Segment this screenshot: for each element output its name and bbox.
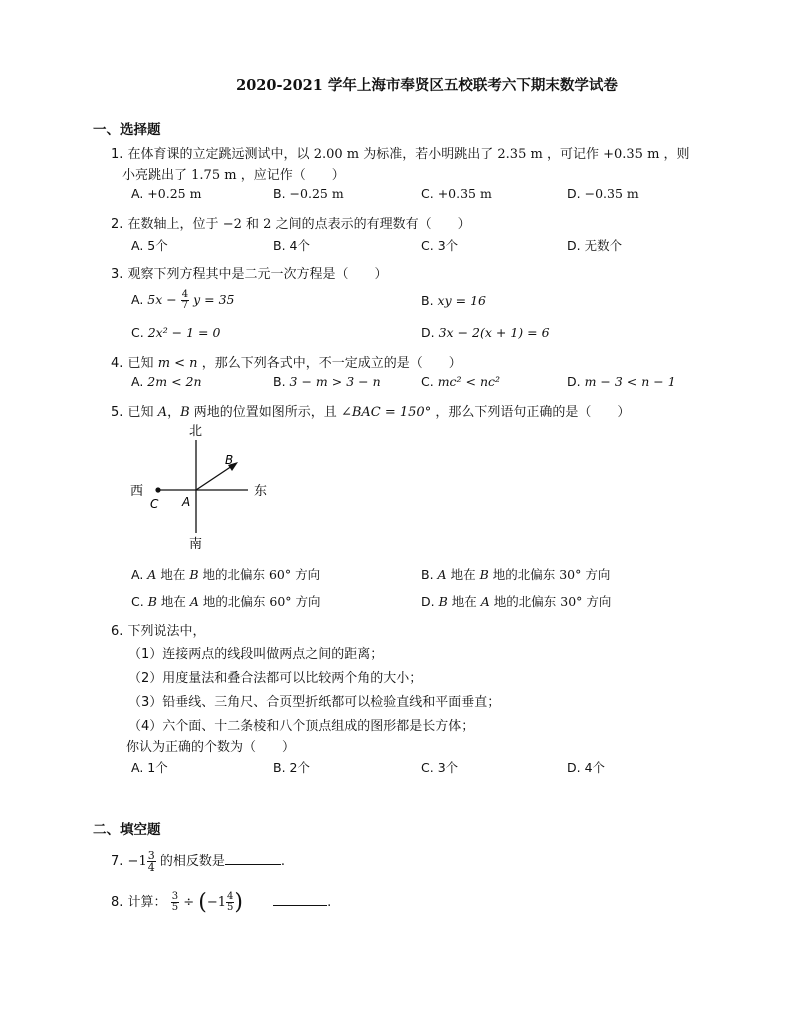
q7-fraction [147, 850, 156, 873]
option-text-tail: 地的北偏东 [493, 594, 557, 609]
q6-option-d[interactable] [567, 758, 605, 776]
option-text: +0.35 m [437, 186, 492, 201]
label-south: 南 [189, 537, 203, 552]
option-label: D. [567, 374, 581, 389]
fraction-denominator: 5 [171, 902, 179, 913]
q4-text-a: 4. 已知 [111, 356, 154, 371]
option-text-mid: 地在 [160, 594, 186, 609]
option-label: B. [273, 238, 286, 253]
option-text: 3个 [437, 760, 459, 775]
q3-option-a[interactable] [131, 290, 234, 311]
q6-option-a[interactable] [131, 758, 168, 776]
option-label: D. [567, 238, 581, 253]
q4-condition: m < n [157, 356, 198, 371]
q5-option-b[interactable] [421, 565, 610, 583]
question-6-stem: 6. 下列说法中， [111, 624, 206, 639]
option-text: 1个 [147, 760, 168, 775]
q2-value-right: 2 [263, 217, 272, 232]
q1-text-b: 为标准，若小明跳出了 [363, 147, 494, 162]
option-text: −0.25 m [289, 186, 344, 201]
option-label: D. [567, 186, 581, 201]
q6-ask: 你认为正确的个数为（ ） [126, 740, 296, 755]
fraction [181, 290, 189, 311]
right-paren: ) [234, 890, 243, 915]
q2-text-b: 和 [246, 217, 260, 232]
q2-text-a: 2. 在数轴上，位于 [111, 217, 219, 232]
option-point-1: A [437, 567, 447, 582]
q2-option-d[interactable] [567, 236, 622, 254]
question-1-stem-line2 [122, 164, 345, 183]
q8-fraction-a [171, 892, 179, 913]
option-text-end: 方向 [585, 567, 611, 582]
q7-whole: −1 [127, 854, 147, 869]
option-text: 2m < 2n [147, 374, 202, 389]
q2-option-b[interactable] [273, 236, 310, 254]
q7-number: 7. [111, 854, 124, 869]
q1-option-b[interactable] [273, 186, 344, 201]
option-text-tail: 地的北偏东 [202, 567, 265, 582]
option-text-end: 方向 [295, 567, 321, 582]
option-label: A. [131, 238, 144, 253]
option-label: D. [421, 594, 435, 609]
option-text: 3个 [437, 238, 459, 253]
fraction-numerator: 4 [227, 891, 234, 902]
q5-text-a: 5. 已知 [111, 405, 154, 420]
q6-statement-2: （2）用度量法和叠合法都可以比较两个角的大小； [128, 671, 423, 686]
q6-statement-1: （1）连接两点的线段叫做两点之间的距离； [128, 647, 384, 662]
fraction-numerator: 3 [171, 891, 179, 902]
q1-text-f: ，应记作（ ） [240, 168, 345, 183]
option-text: 5个 [147, 238, 168, 253]
option-label: C. [131, 594, 144, 609]
option-degree: 60° [268, 567, 292, 582]
left-paren: ( [198, 890, 207, 915]
label-west: 西 [130, 484, 144, 499]
option-text: +0.25 m [147, 186, 202, 201]
q1-value-ming: 2.35 m [497, 147, 543, 162]
point-c-dot [155, 487, 160, 492]
q7-period: . [280, 854, 286, 869]
q5-point-b: B [180, 405, 190, 420]
label-east: 东 [254, 484, 268, 499]
option-degree: 30° [559, 567, 582, 582]
q5-text-c: 两地的位置如图所示，且 [193, 405, 337, 420]
option-label: C. [131, 325, 144, 340]
question-1-stem [111, 143, 690, 162]
option-degree: 30° [560, 594, 583, 609]
q5-point-a: A [157, 405, 168, 420]
q2-option-c[interactable] [421, 236, 458, 254]
q1-option-a[interactable] [131, 186, 201, 201]
q3-option-c[interactable] [131, 325, 220, 340]
q8-period: . [327, 895, 332, 910]
option-point-1: B [438, 594, 448, 609]
label-point-a: A [182, 495, 191, 509]
option-label: C. [421, 238, 434, 253]
option-label: A. [131, 374, 144, 389]
option-text-tail: 地的北偏东 [202, 594, 266, 609]
q4-text-b: ，那么下列各式中，不一定成立的是（ ） [201, 356, 462, 371]
q4-option-d[interactable] [567, 374, 676, 389]
option-text-mid: 地在 [450, 567, 476, 582]
option-label: C. [421, 186, 434, 201]
option-point-1: A [147, 567, 157, 582]
q8-answer-blank[interactable] [273, 904, 327, 906]
option-point-1: B [147, 594, 157, 609]
q5-option-a[interactable] [131, 565, 320, 583]
option-label: A. [131, 186, 144, 201]
fraction-numerator: 4 [181, 289, 189, 300]
q5-option-d[interactable] [421, 592, 611, 610]
q5-text-b: ， [167, 405, 181, 420]
option-label: B. [421, 293, 434, 308]
q1-value-liang: 1.75 m [191, 168, 237, 183]
q4-option-b[interactable] [273, 374, 381, 389]
page-title: 2020-2021 学年上海市奉贤区五校联考六下期末数学试卷 [236, 77, 618, 94]
option-text: xy = 16 [437, 293, 486, 308]
option-label: A. [131, 567, 144, 582]
q7-answer-blank[interactable] [225, 863, 281, 865]
option-label: A. [131, 760, 144, 775]
question-2-stem [111, 213, 471, 232]
option-text: 4个 [289, 238, 310, 253]
option-text-pre: 5x − [147, 292, 177, 307]
ray-ab [196, 464, 235, 490]
option-label: A. [131, 292, 144, 307]
option-degree: 60° [269, 594, 292, 609]
option-label: C. [421, 374, 434, 389]
q8-operator: ÷ [183, 895, 195, 910]
q1-value-standard: 2.00 m [313, 147, 360, 162]
option-text-end: 方向 [295, 594, 321, 609]
section-heading-fill: 二、填空题 [93, 822, 161, 838]
q1-value-record: +0.35 m [603, 147, 660, 162]
label-point-b: B [225, 453, 234, 467]
fraction-denominator: 7 [181, 300, 189, 311]
q1-text-e: 小亮跳出了 [122, 168, 188, 183]
q2-text-c: 之间的点表示的有理数有（ ） [275, 217, 471, 232]
option-label: B. [273, 760, 286, 775]
q6-statement-3: （3）铅垂线、三角尺、合页型折纸都可以检验直线和平面垂直； [128, 695, 501, 710]
label-point-c: C [150, 497, 159, 511]
option-point-2: B [479, 567, 489, 582]
fraction-numerator: 3 [147, 849, 155, 862]
question-3-stem: 3. 观察下列方程其中是二元一次方程是（ ） [111, 267, 388, 282]
q2-value-left: −2 [222, 217, 242, 232]
option-label: B. [421, 567, 434, 582]
question-4-stem [111, 352, 462, 371]
q1-text-c: ，可记作 [546, 147, 599, 162]
option-text-post: y = 35 [193, 292, 235, 307]
option-text-mid: 地在 [451, 594, 477, 609]
option-text-mid: 地在 [160, 567, 186, 582]
option-point-2: A [480, 594, 490, 609]
section-heading-choice: 一、选择题 [93, 122, 161, 138]
option-text: 4个 [584, 760, 606, 775]
q5-angle: ∠BAC = 150° [340, 405, 432, 420]
q5-text-d: ，那么下列语句正确的是（ ） [435, 405, 631, 420]
option-label: C. [421, 760, 434, 775]
option-text: 3x − 2(x + 1) = 6 [438, 325, 550, 340]
option-label: D. [421, 325, 435, 340]
question-7 [111, 850, 285, 873]
q2-option-a[interactable] [131, 236, 168, 254]
option-text-tail: 地的北偏东 [492, 567, 556, 582]
q3-option-b[interactable] [421, 293, 486, 308]
q8-whole: −1 [206, 895, 227, 910]
q1-text-a: 1. 在体育课的立定跳远测试中，以 [111, 147, 310, 162]
q6-option-c[interactable] [421, 758, 458, 776]
option-label: B. [273, 186, 286, 201]
question-8 [111, 890, 331, 915]
q1-option-d[interactable] [567, 186, 639, 201]
q7-text: 的相反数是 [159, 854, 225, 869]
q6-option-b[interactable] [273, 758, 310, 776]
fraction-denominator: 4 [147, 861, 155, 874]
q8-text: 8. 计算： [111, 895, 167, 910]
fraction-denominator: 5 [227, 902, 234, 913]
option-label: B. [273, 374, 286, 389]
option-text: 无数个 [584, 238, 623, 253]
option-text: 2个 [289, 760, 310, 775]
q1-option-c[interactable] [421, 186, 492, 201]
option-point-2: B [189, 567, 199, 582]
option-text: mc² < nc² [437, 374, 501, 389]
q4-option-c[interactable] [421, 374, 500, 389]
label-north: 北 [189, 424, 203, 439]
option-text: m − 3 < n − 1 [584, 374, 676, 389]
option-text-end: 方向 [586, 594, 612, 609]
q4-option-a[interactable] [131, 374, 202, 389]
option-text: −0.35 m [584, 186, 639, 201]
question-5-stem [111, 401, 630, 420]
q3-option-d[interactable] [421, 325, 550, 340]
q5-option-c[interactable] [131, 592, 321, 610]
q6-statement-4: （4）六个面、十二条棱和八个顶点组成的图形都是长方体； [128, 719, 475, 734]
option-label: D. [567, 760, 581, 775]
option-point-2: A [189, 594, 199, 609]
option-text: 3 − m > 3 − n [289, 374, 381, 389]
compass-figure [120, 420, 280, 555]
q1-text-d: ，则 [663, 147, 690, 162]
option-text: 2x² − 1 = 0 [147, 325, 221, 340]
